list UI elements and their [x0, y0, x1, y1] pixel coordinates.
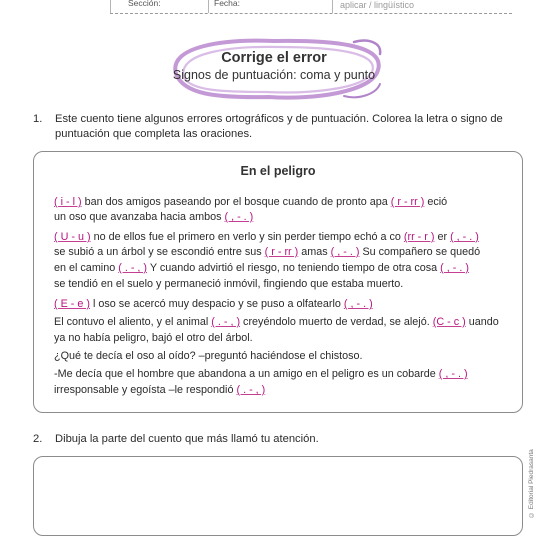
section-label: Sección: [128, 0, 161, 8]
choice-blank[interactable]: ( , - . ) [343, 298, 373, 310]
story-line [54, 211, 253, 223]
story-text-segment: un oso que avanzaba hacia ambos [54, 211, 225, 223]
title-badge [154, 34, 394, 104]
story-line [54, 278, 403, 290]
question-text: Dibuja la parte del cuento que más llamó tu atención. [55, 433, 319, 445]
story-line [54, 350, 363, 362]
story-line [54, 246, 480, 258]
story-line [54, 368, 468, 380]
story-line [54, 316, 499, 328]
date-label: Fecha: [214, 0, 240, 8]
choice-blank[interactable]: ( , - . ) [330, 246, 360, 258]
choice-blank[interactable]: ( . - , ) [236, 384, 266, 396]
choice-blank[interactable]: ( r - rr ) [390, 196, 425, 208]
choice-blank[interactable]: ( , - . ) [450, 231, 479, 243]
drawing-area[interactable] [33, 456, 523, 536]
story-text-segment: ¿Qué te decía el oso al oído? –preguntó haciéndose el chistoso. [54, 350, 363, 362]
story-text-segment: no de ellos fue el primero en verlo y sin perder tiempo echó a co [90, 231, 404, 243]
header-divider [332, 0, 333, 13]
story-text-segment: El contuvo el aliento, y el animal [54, 316, 212, 328]
choice-blank[interactable]: ( , - . ) [224, 211, 254, 223]
story-text-segment: -Me decía que el hombre que abandona a un amigo en el peligro es un cobarde [54, 368, 439, 380]
question-number: 2. [33, 433, 43, 445]
story-text-segment: irresponsable y egoísta –le respondió [54, 384, 237, 396]
story-text-segment: Y cuando advirtió el riesgo, no teniendo tiempo de otra cosa [147, 262, 441, 274]
header-dashed-line [110, 13, 512, 14]
story-line [54, 332, 253, 344]
choice-blank[interactable]: ( . - , ) [118, 262, 148, 274]
story-text-segment: se tendió en el suelo y permaneció inmóvil, fingiendo que estaba muerto. [54, 278, 404, 290]
story-text-segment: eció [424, 196, 448, 208]
question-text-line: puntuación que completa las oraciones. [55, 128, 253, 140]
header-divider [110, 0, 111, 13]
story-line [54, 262, 469, 274]
choice-blank[interactable]: ( , - . ) [440, 262, 469, 274]
question-1 [33, 112, 533, 144]
choice-blank[interactable]: ( E - e ) [54, 298, 90, 310]
question-number: 1. [33, 113, 43, 125]
worksheet-title: Corrige el error [221, 50, 327, 66]
story-text-segment: creyéndolo muerto de verdad, se alejó. [240, 316, 433, 328]
choice-blank[interactable]: ( . - , ) [211, 316, 241, 328]
choice-blank[interactable]: (rr - r ) [403, 231, 435, 243]
choice-blank[interactable]: ( U - u ) [54, 231, 91, 243]
story-text-segment: en el camino [54, 262, 119, 274]
story-text-segment: amas [298, 246, 331, 258]
question-2 [33, 432, 533, 448]
story-line [54, 298, 373, 310]
header-strip [110, 0, 512, 14]
story-line [54, 384, 265, 396]
story-line [54, 196, 447, 208]
question-text-line: Este cuento tiene algunos errores ortográficos y de puntuación. Colorea la letra o signo de [55, 113, 503, 125]
story-line [54, 231, 479, 243]
choice-blank[interactable]: (C - c ) [432, 316, 466, 328]
story-text-segment: ya no había peligro, bajó el otro del árbol. [54, 332, 253, 344]
story-text-segment: uando [465, 316, 499, 328]
skills-label: aplicar / lingüístico [340, 0, 415, 10]
publisher-credit: © Editorial Piedrasanta [528, 449, 535, 518]
choice-blank[interactable]: ( , - . ) [438, 368, 468, 380]
story-title: En el peligro [240, 164, 316, 178]
story-text-segment: l oso se acercó muy despacio y se puso a olfatearlo [90, 298, 344, 310]
story-text-segment: Su compañero se quedó [359, 246, 481, 258]
worksheet-subtitle: Signos de puntuación: coma y punto [172, 68, 376, 82]
story-text-segment: ban dos amigos paseando por el bosque cuando de pronto apa [81, 196, 391, 208]
story-text-segment: se subió a un árbol y se escondió entre sus [54, 246, 265, 258]
story-text-segment: er [434, 231, 451, 243]
choice-blank[interactable]: ( i - l ) [54, 196, 82, 208]
header-divider [208, 0, 209, 13]
choice-blank[interactable]: ( r - rr ) [264, 246, 299, 258]
story-box [33, 151, 523, 413]
